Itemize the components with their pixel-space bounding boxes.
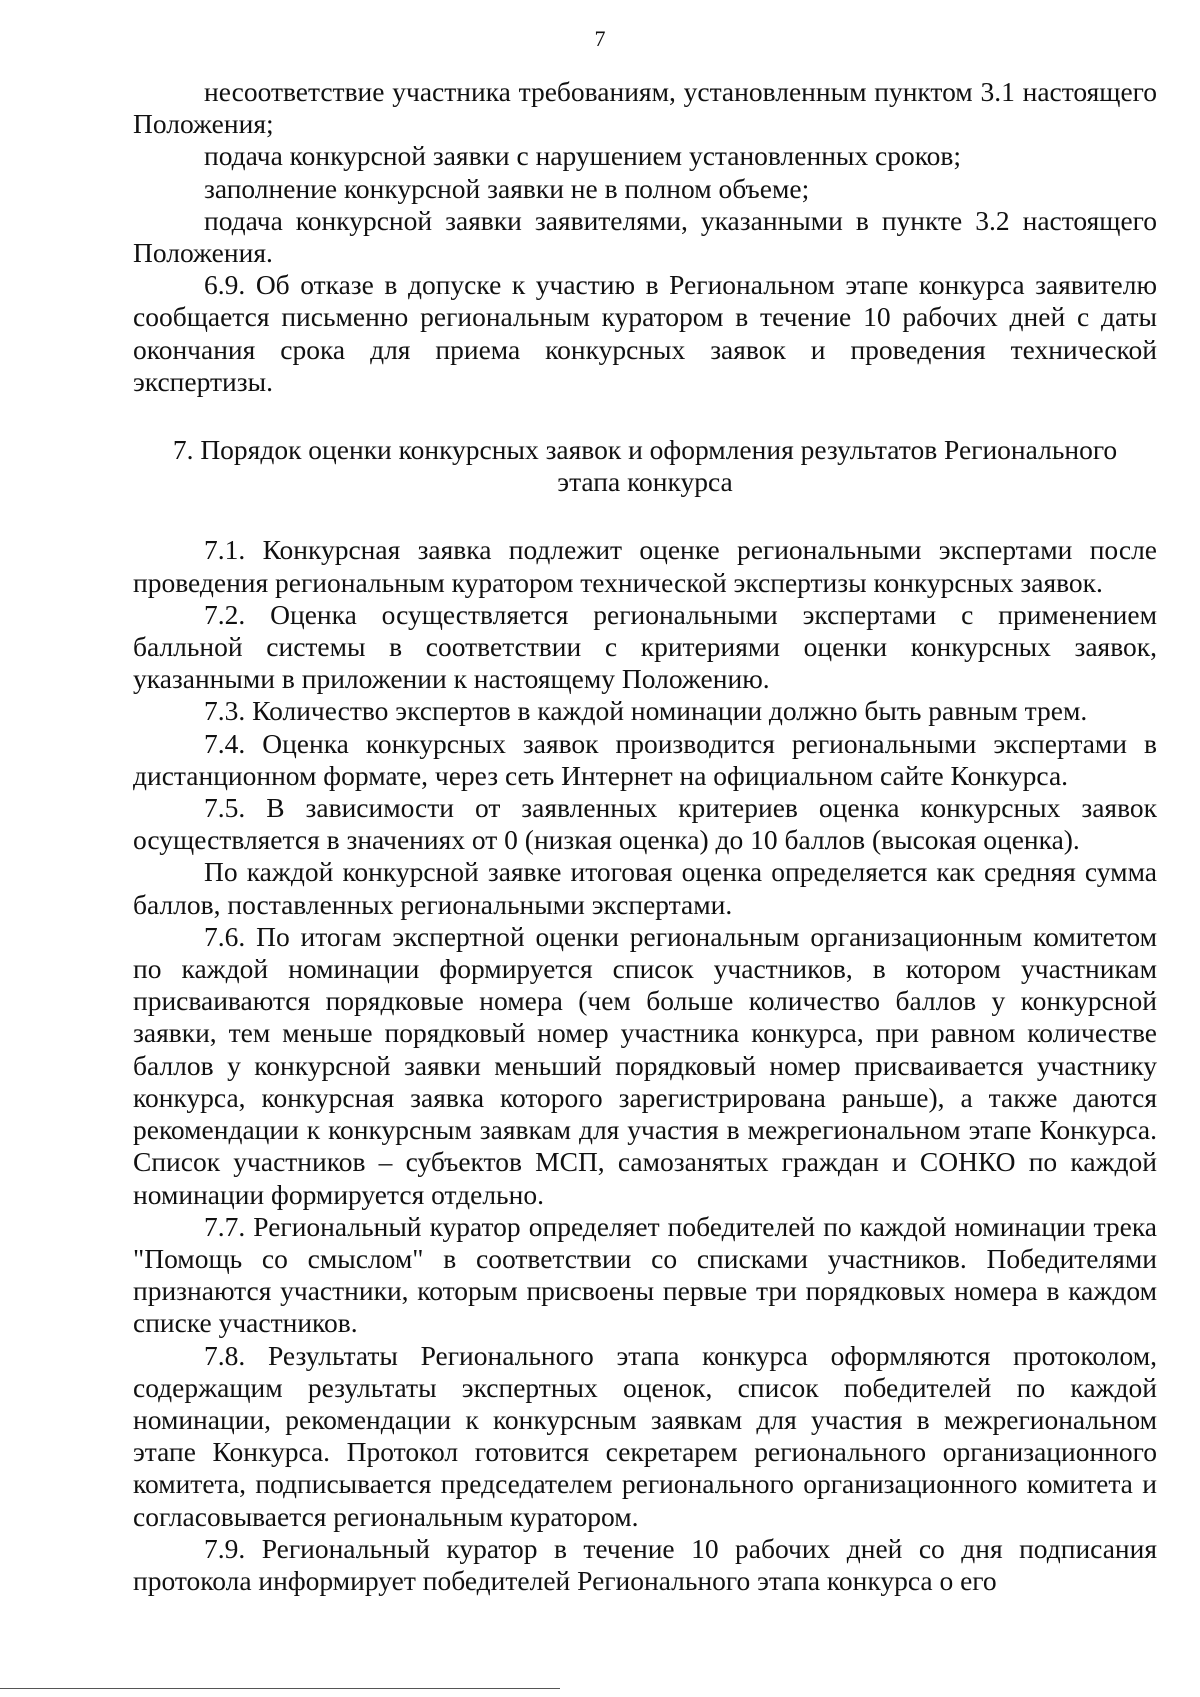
paragraph-7-8: 7.8. Результаты Регионального этапа конкурса оформляются протоколом, содержащим результаты экспертных оценок, список победителей по каждой номинации, рекомендации к конкурсным заявкам для участия в межрегиональном этапе Конкурса. Протокол готовится секретарем регионального организационного комитета, подписывается председателем регионального организационного комитета и согласовывается региональным куратором. xyxy=(133,1339,1157,1532)
paragraph-7-3: 7.3. Количество экспертов в каждой номинации должно быть равным трем. xyxy=(204,695,1088,727)
page-number: 7 xyxy=(594,26,606,51)
paragraph-7-7: 7.7. Региональный куратор определяет победителей по каждой номинации трека "Помощь со смыслом" в соответствии со списками участников. Победителями признаются участники, которым присвоены первые три порядковых номера в каждом списке участников. xyxy=(133,1210,1157,1339)
paragraph-incomplete-application: заполнение конкурсной заявки не в полном объеме; xyxy=(204,172,810,204)
section-title-line-2: этапа конкурса xyxy=(557,466,733,498)
document-body xyxy=(133,76,1157,1597)
paragraph-ineligible-applicants: подача конкурсной заявки заявителями, указанными в пункте 3.2 настоящего Положения. xyxy=(133,204,1157,269)
paragraph-7-9: 7.9. Региональный куратор в течение 10 рабочих дней со дня подписания протокола информирует победителей Регионального этапа конкурса о его xyxy=(133,1532,1157,1596)
paragraph-7-1: 7.1. Конкурсная заявка подлежит оценке региональными экспертами после проведения региональным куратором технической экспертизы конкурсных заявок. xyxy=(133,534,1157,598)
paragraph-6-9: 6.9. Об отказе в допуске к участию в Региональном этапе конкурса заявителю сообщается письменно региональным куратором в течение 10 рабочих дней с даты окончания срока для приема конкурсных заявок и проведения технической экспертизы. xyxy=(133,269,1157,397)
bottom-rule-line xyxy=(0,1688,560,1689)
paragraph-7-5: 7.5. В зависимости от заявленных критериев оценка конкурсных заявок осуществляется в значениях от 0 (низкая оценка) до 10 баллов (высокая оценка). xyxy=(133,792,1157,856)
paragraph-7-4: 7.4. Оценка конкурсных заявок производится региональными экспертами в дистанционном формате, через сеть Интернет на официальном сайте Конкурса. xyxy=(133,727,1157,791)
paragraph-7-6: 7.6. По итогам экспертной оценки региональным организационным комитетом по каждой номинации формируется список участников, в котором участникам присваиваются порядковые номера (чем больше количество баллов у конкурсной заявки, тем меньше порядковый номер участника конкурса, при равном количестве баллов у конкурсной заявки меньший порядковый номер присваивается участнику конкурса, конкурсная заявка которого зарегистрирована раньше), а также даются рекомендации к конкурсным заявкам для участия в межрегиональном этапе Конкурса. Список участников – субъектов МСП, самозанятых граждан и СОНКО по каждой номинации формируется отдельно. xyxy=(133,920,1157,1210)
section-title-7 xyxy=(133,434,1157,498)
paragraph-7-2: 7.2. Оценка осуществляется региональными экспертами с применением балльной системы в соответствии с критериями оценки конкурсных заявок, указанными в приложении к настоящему Положению. xyxy=(133,598,1157,695)
paragraph-requirements-mismatch: несоответствие участника требованиям, установленным пунктом 3.1 настоящего Положения; xyxy=(133,76,1157,140)
paragraph-deadline-violation: подача конкурсной заявки с нарушением установленных сроков; xyxy=(204,140,962,172)
section-title-line-1: 7. Порядок оценки конкурсных заявок и оформления результатов Регионального xyxy=(172,434,1118,466)
paragraph-average-score: По каждой конкурсной заявке итоговая оценка определяется как средняя сумма баллов, поставленных региональными экспертами. xyxy=(133,856,1157,920)
